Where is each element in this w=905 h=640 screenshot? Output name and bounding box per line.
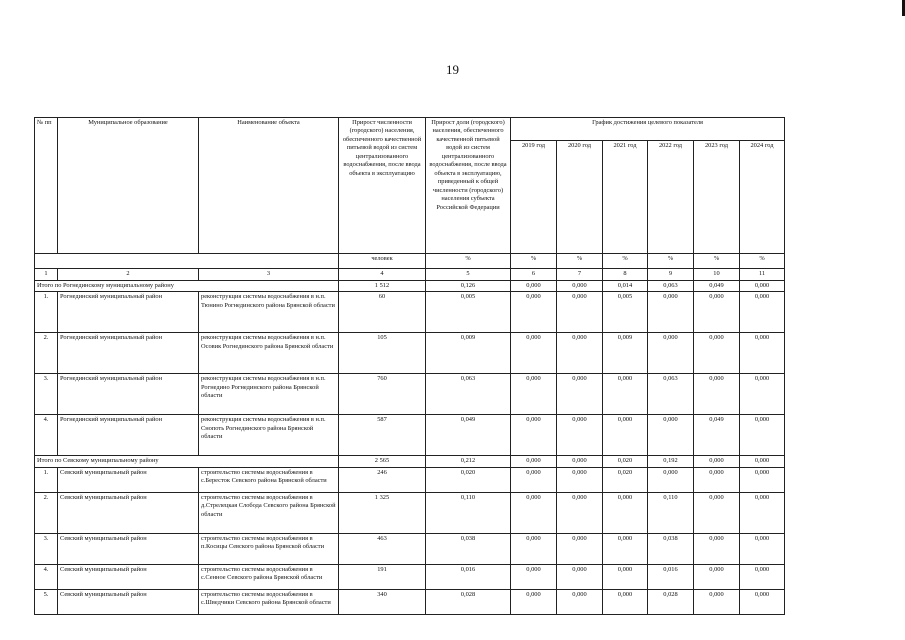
column-number: 3 bbox=[199, 269, 339, 281]
column-number: 9 bbox=[648, 269, 694, 281]
page-number: 19 bbox=[446, 62, 459, 77]
header-year-2023: 2023 год bbox=[694, 141, 740, 254]
row-value: 0,000 bbox=[557, 374, 603, 415]
total-value: 0,212 bbox=[426, 456, 511, 467]
row-value: 0,000 bbox=[557, 467, 603, 492]
header-year-2020: 2020 год bbox=[557, 141, 603, 254]
row-value: 0,000 bbox=[511, 564, 557, 589]
row-object: реконструкция системы водоснабжения в н.п. Рогнедино Рогнединского района Брянской области bbox=[199, 374, 339, 415]
row-value: 0,000 bbox=[694, 564, 740, 589]
group-total-row bbox=[35, 456, 785, 467]
row-value: 340 bbox=[339, 589, 426, 614]
total-value: 0,000 bbox=[511, 281, 557, 292]
row-value: 0,028 bbox=[648, 589, 694, 614]
total-value: 0,000 bbox=[740, 281, 785, 292]
total-value: 0,000 bbox=[740, 456, 785, 467]
row-value: 0,110 bbox=[648, 492, 694, 533]
total-value: 0,020 bbox=[603, 456, 648, 467]
indicator-table bbox=[34, 117, 785, 615]
row-value: 0,000 bbox=[694, 533, 740, 564]
header-pop-growth: Прирост численности (городского) населения, обеспеченного качественной питьевой водой из систем централизованного водоснабжения, после ввода объекта в эксплуатацию bbox=[339, 118, 426, 254]
row-value: 191 bbox=[339, 564, 426, 589]
row-municipality: Рогнединский муниципальный район bbox=[58, 374, 199, 415]
row-value: 760 bbox=[339, 374, 426, 415]
row-value: 0,020 bbox=[426, 467, 511, 492]
row-municipality: Севский муниципальный район bbox=[58, 492, 199, 533]
row-value: 0,110 bbox=[426, 492, 511, 533]
row-value: 0,000 bbox=[648, 292, 694, 333]
row-value: 0,000 bbox=[603, 492, 648, 533]
row-value: 0,009 bbox=[426, 333, 511, 374]
row-object: строительство системы водоснабжения в с.Сенное Севского района Брянской области bbox=[199, 564, 339, 589]
row-object: строительство системы водоснабжения в с.Шведчики Севского района Брянской области bbox=[199, 589, 339, 614]
row-value: 105 bbox=[339, 333, 426, 374]
table-row bbox=[35, 333, 785, 374]
row-value: 0,049 bbox=[426, 415, 511, 456]
row-value: 60 bbox=[339, 292, 426, 333]
row-value: 587 bbox=[339, 415, 426, 456]
header-num: № пп bbox=[35, 118, 58, 254]
column-number: 6 bbox=[511, 269, 557, 281]
row-value: 0,000 bbox=[694, 292, 740, 333]
row-value: 0,000 bbox=[694, 492, 740, 533]
unit-cell: % bbox=[694, 254, 740, 269]
table-row bbox=[35, 564, 785, 589]
row-value: 0,005 bbox=[426, 292, 511, 333]
row-value: 0,063 bbox=[426, 374, 511, 415]
total-value: 0,063 bbox=[648, 281, 694, 292]
total-value: 0,192 bbox=[648, 456, 694, 467]
table-row bbox=[35, 374, 785, 415]
table-row bbox=[35, 492, 785, 533]
row-value: 0,000 bbox=[557, 292, 603, 333]
row-value: 0,000 bbox=[740, 333, 785, 374]
row-municipality: Рогнединский муниципальный район bbox=[58, 333, 199, 374]
row-value: 0,000 bbox=[557, 533, 603, 564]
row-value: 0,038 bbox=[648, 533, 694, 564]
row-value: 0,000 bbox=[740, 374, 785, 415]
row-value: 0,000 bbox=[740, 533, 785, 564]
total-value: 2 565 bbox=[339, 456, 426, 467]
row-value: 0,028 bbox=[426, 589, 511, 614]
row-value: 0,005 bbox=[603, 292, 648, 333]
column-number: 8 bbox=[603, 269, 648, 281]
unit-cell: % bbox=[603, 254, 648, 269]
row-number: 2. bbox=[35, 492, 58, 533]
table-row bbox=[35, 589, 785, 614]
row-object: реконструкция системы водоснабжения в н.п. Тюнино Рогнединского района Брянской области bbox=[199, 292, 339, 333]
row-value: 0,038 bbox=[426, 533, 511, 564]
row-value: 0,000 bbox=[603, 533, 648, 564]
row-value: 0,000 bbox=[557, 492, 603, 533]
row-value: 463 bbox=[339, 533, 426, 564]
row-value: 0,000 bbox=[648, 415, 694, 456]
unit-cell: % bbox=[511, 254, 557, 269]
row-value: 246 bbox=[339, 467, 426, 492]
total-value: 0,126 bbox=[426, 281, 511, 292]
row-value: 0,000 bbox=[740, 564, 785, 589]
row-value: 0,000 bbox=[511, 492, 557, 533]
total-value: 1 512 bbox=[339, 281, 426, 292]
units-row bbox=[35, 254, 785, 269]
row-value: 0,000 bbox=[603, 415, 648, 456]
unit-cell: % bbox=[426, 254, 511, 269]
column-number: 4 bbox=[339, 269, 426, 281]
column-number: 11 bbox=[740, 269, 785, 281]
row-number: 4. bbox=[35, 415, 58, 456]
row-value: 0,000 bbox=[740, 589, 785, 614]
column-number: 7 bbox=[557, 269, 603, 281]
row-object: реконструкция системы водоснабжения в н.п. Снопоть Рогнединского района Брянской области bbox=[199, 415, 339, 456]
row-number: 2. bbox=[35, 333, 58, 374]
header-share-growth: Прирост доли (городского) населения, обеспеченного качественной питьевой водой из систем централизованного водоснабжения, после ввода объекта в эксплуатацию, приведенный к общей численности (городского) населения субъекта Российской Федерации bbox=[426, 118, 511, 254]
row-value: 0,000 bbox=[648, 333, 694, 374]
table-row bbox=[35, 533, 785, 564]
row-value: 0,000 bbox=[557, 415, 603, 456]
column-number: 2 bbox=[58, 269, 199, 281]
unit-cell: % bbox=[648, 254, 694, 269]
table-row bbox=[35, 467, 785, 492]
column-number: 5 bbox=[426, 269, 511, 281]
row-object: строительство системы водоснабжения в с.Бересток Севского района Брянской области bbox=[199, 467, 339, 492]
row-value: 1 325 bbox=[339, 492, 426, 533]
row-number: 4. bbox=[35, 564, 58, 589]
row-object: реконструкция системы водоснабжения в н.п. Осовик Рогнединского района Брянской области bbox=[199, 333, 339, 374]
row-number: 5. bbox=[35, 589, 58, 614]
row-value: 0,063 bbox=[648, 374, 694, 415]
row-value: 0,000 bbox=[694, 467, 740, 492]
total-value: 0,000 bbox=[511, 456, 557, 467]
row-object: строительство системы водоснабжения в д.Стрелецкая Слобода Севского района Брянской области bbox=[199, 492, 339, 533]
row-value: 0,000 bbox=[511, 374, 557, 415]
group-total-label: Итого по Рогнединскому муниципальному району bbox=[35, 281, 339, 292]
row-value: 0,016 bbox=[426, 564, 511, 589]
row-value: 0,000 bbox=[511, 292, 557, 333]
group-total-row bbox=[35, 281, 785, 292]
total-value: 0,049 bbox=[694, 281, 740, 292]
row-municipality: Севский муниципальный район bbox=[58, 589, 199, 614]
row-value: 0,000 bbox=[557, 333, 603, 374]
row-number: 1. bbox=[35, 467, 58, 492]
row-value: 0,000 bbox=[603, 564, 648, 589]
row-object: строительство системы водоснабжения в п.Косицы Севского района Брянской области bbox=[199, 533, 339, 564]
row-municipality: Рогнединский муниципальный район bbox=[58, 292, 199, 333]
row-value: 0,000 bbox=[694, 374, 740, 415]
row-value: 0,000 bbox=[648, 467, 694, 492]
total-value: 0,000 bbox=[557, 456, 603, 467]
row-municipality: Рогнединский муниципальный район bbox=[58, 415, 199, 456]
row-value: 0,009 bbox=[603, 333, 648, 374]
row-value: 0,000 bbox=[694, 333, 740, 374]
header-row bbox=[35, 118, 785, 141]
row-value: 0,000 bbox=[603, 589, 648, 614]
header-schedule: График достижения целевого показателя bbox=[511, 118, 785, 141]
row-value: 0,000 bbox=[740, 467, 785, 492]
row-value: 0,000 bbox=[511, 589, 557, 614]
table-row bbox=[35, 415, 785, 456]
total-value: 0,000 bbox=[557, 281, 603, 292]
unit-cell: % bbox=[740, 254, 785, 269]
row-value: 0,000 bbox=[511, 333, 557, 374]
row-number: 3. bbox=[35, 374, 58, 415]
row-value: 0,016 bbox=[648, 564, 694, 589]
unit-cell: % bbox=[557, 254, 603, 269]
total-value: 0,014 bbox=[603, 281, 648, 292]
row-value: 0,000 bbox=[511, 467, 557, 492]
row-value: 0,000 bbox=[511, 533, 557, 564]
row-number: 3. bbox=[35, 533, 58, 564]
row-municipality: Севский муниципальный район bbox=[58, 467, 199, 492]
row-value: 0,000 bbox=[557, 564, 603, 589]
row-value: 0,000 bbox=[740, 415, 785, 456]
header-year-2024: 2024 год bbox=[740, 141, 785, 254]
units-blank bbox=[35, 254, 339, 269]
column-number: 1 bbox=[35, 269, 58, 281]
row-municipality: Севский муниципальный район bbox=[58, 564, 199, 589]
row-value: 0,000 bbox=[557, 589, 603, 614]
column-numbers-row bbox=[35, 269, 785, 281]
unit-cell: человек bbox=[339, 254, 426, 269]
header-municipality: Муниципальное образование bbox=[58, 118, 199, 254]
row-value: 0,000 bbox=[603, 374, 648, 415]
row-value: 0,049 bbox=[694, 415, 740, 456]
total-value: 0,000 bbox=[694, 456, 740, 467]
row-value: 0,000 bbox=[694, 589, 740, 614]
row-value: 0,020 bbox=[603, 467, 648, 492]
row-value: 0,000 bbox=[511, 415, 557, 456]
table-row bbox=[35, 292, 785, 333]
row-value: 0,000 bbox=[740, 292, 785, 333]
group-total-label: Итого по Севскому муниципальному району bbox=[35, 456, 339, 467]
row-value: 0,000 bbox=[740, 492, 785, 533]
header-year-2021: 2021 год bbox=[603, 141, 648, 254]
header-year-2019: 2019 год bbox=[511, 141, 557, 254]
header-object: Наименование объекта bbox=[199, 118, 339, 254]
row-municipality: Севский муниципальный район bbox=[58, 533, 199, 564]
column-number: 10 bbox=[694, 269, 740, 281]
row-number: 1. bbox=[35, 292, 58, 333]
header-year-2022: 2022 год bbox=[648, 141, 694, 254]
